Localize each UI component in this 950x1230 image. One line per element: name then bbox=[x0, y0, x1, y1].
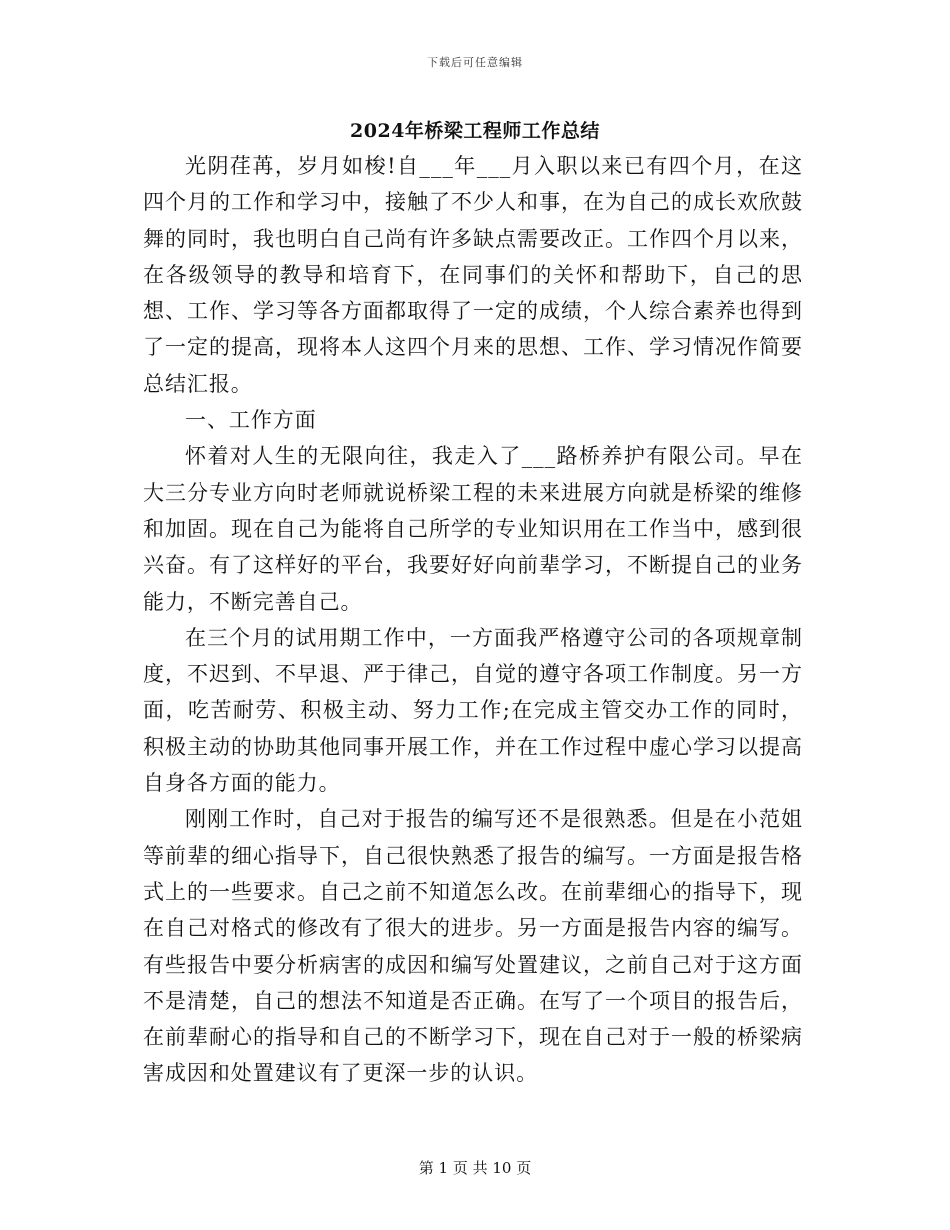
page-number-footer: 第 1 页 共 10 页 bbox=[418, 1159, 532, 1177]
header-note: 下载后可任意编辑 bbox=[427, 56, 523, 69]
paragraph-probation: 在三个月的试用期工作中，一方面我严格遵守公司的各项规章制度，不迟到、不早退、严于律己，自觉的遵守各项工作制度。另一方面，吃苦耐劳、积极主动、努力工作;在完成主管交办工作的同时，积极主动的协助其他同事开展工作，并在工作过程中虚心学习以提高自身各方面的能力。 bbox=[143, 625, 803, 796]
document-title: 2024年桥梁工程师工作总结 bbox=[350, 120, 600, 142]
paragraph-joining-company: 怀着对人生的无限向往，我走入了___路桥养护有限公司。早在大三分专业方向时老师就说桥梁工程的未来进展方向就是桥梁的维修和加固。现在自己为能将自己所学的专业知识用在工作当中，感到很兴奋。有了这样好的平台，我要好好向前辈学习，不断提自己的业务能力，不断完善自己。 bbox=[143, 444, 803, 614]
paragraph-report-writing: 刚刚工作时，自己对于报告的编写还不是很熟悉。但是在小范姐等前辈的细心指导下，自己很快熟悉了报告的编写。一方面是报告格式上的一些要求。自己之前不知道怎么改。在前辈细心的指导下，现在自己对格式的修改有了很大的进步。另一方面是报告内容的编写。有些报告中要分析病害的成因和编写处置建议，之前自己对于这方面不是清楚，自己的想法不知道是否正确。在写了一个项目的报告后，在前辈耐心的指导和自己的不断学习下，现在自己对于一般的桥梁病害成因和处置建议有了更深一步的认识。 bbox=[143, 807, 803, 1086]
document-body bbox=[143, 148, 803, 1092]
section-heading-work: 一、工作方面 bbox=[185, 408, 317, 433]
paragraph-intro: 光阴荏苒，岁月如梭!自___年___月入职以来已有四个月，在这四个月的工作和学习中，接触了不少人和事，在为自己的成长欢欣鼓舞的同时，我也明白自己尚有许多缺点需要改正。工作四个月以来，在各级领导的教导和培育下，在同事们的关怀和帮助下，自己的思想、工作、学习等各方面都取得了一定的成绩，个人综合素养也得到了一定的提高，现将本人这四个月来的思想、工作、学习情况作简要总结汇报。 bbox=[143, 154, 803, 396]
